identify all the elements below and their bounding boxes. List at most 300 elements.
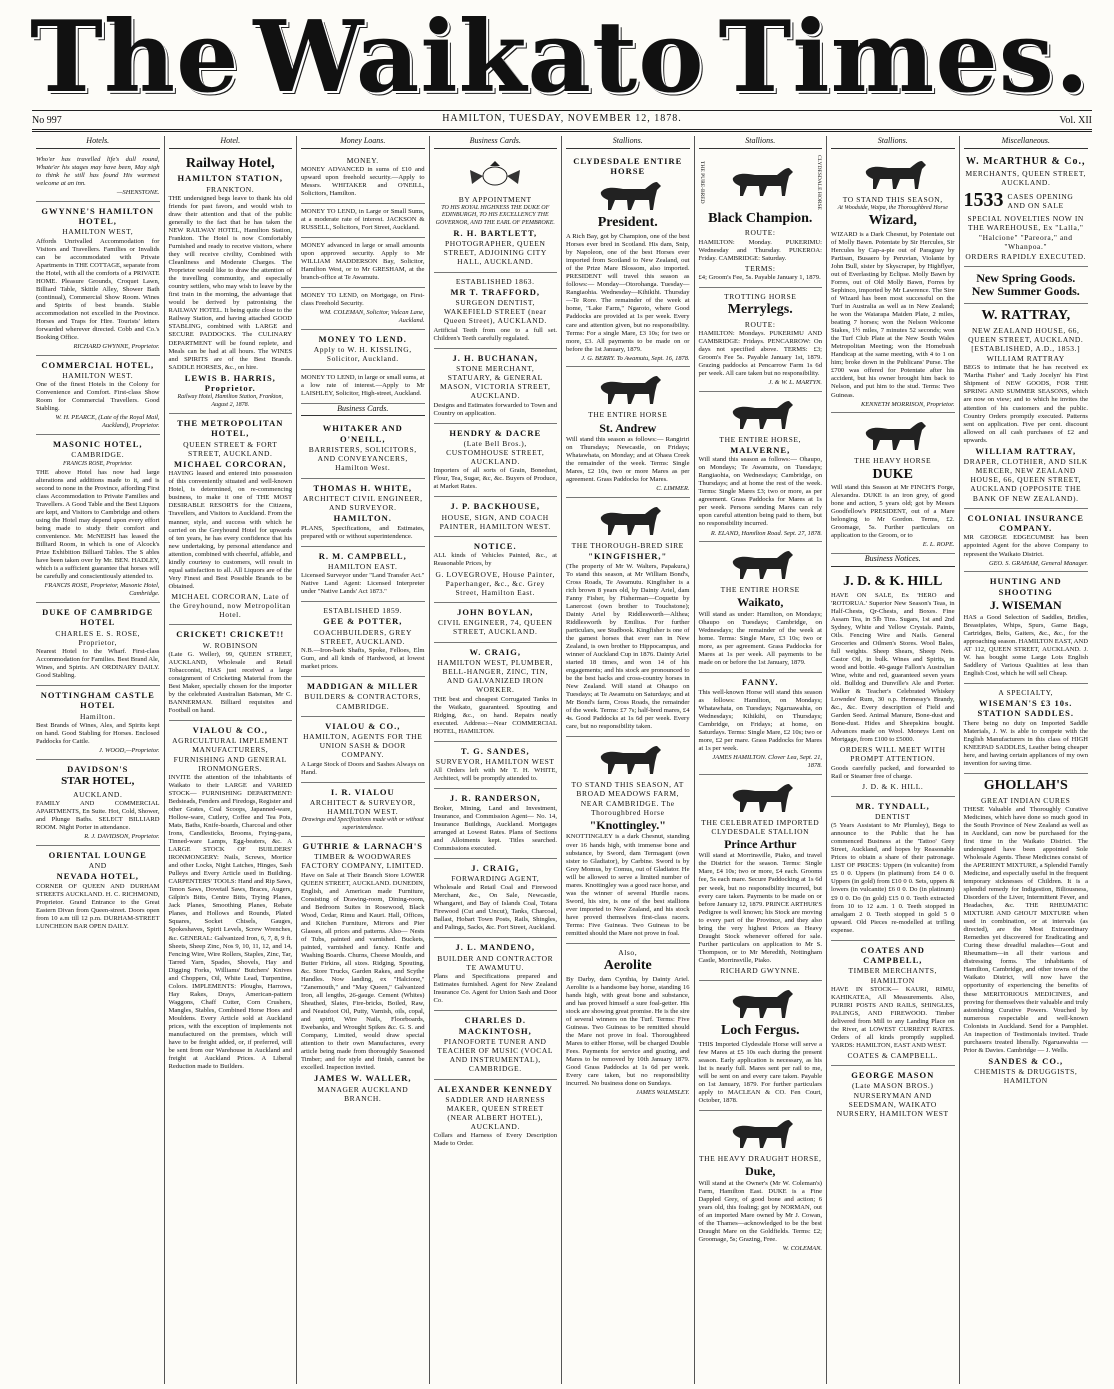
ad-signature: LEWIS B. HARRIS, Proprietor. (184, 372, 276, 393)
ad-subtitle: W. ROBINSON (202, 640, 258, 650)
ad-body: Will stand at Morrinsville, Piako, and travel the District for the season. Terms: Single Mare, £4 10s; two or more, £4 each. Grooms fee, 5s each mare. Secure Paddocking at 1s 6d per week, but no responsibility incurred, but every care taken. Payments to be made on or before January 12, 1879. PRINCE ARTHUR'S Pedigree is well known; his Stock are moving to every part of the Province, and they also bring the very highest Prices as Heavy Draught Stock whenever offered for sale. Further particulars on application to Mr S. Thompson, or to Mr Meredith, Nottingham Castle, Morrinsville, Piako. (698, 852, 822, 964)
ad-headline: Loch Fergus. (720, 1022, 800, 1038)
column-heading: Hotel. (169, 136, 293, 149)
ad-body: HAVE IN STOCK— KAURI, RIMU, KAHIKATEA, All Measurements. Also, PURIRI POSTS AND RAILS, SHINGLES, PALINGS, AND FIREWOOD. Timber delivered from Mill to any Landing Place on the River, at LOWEST CURRENT RATES. Orders of all kinds promptly supplied. YARDS: HAMILTON, EAST AND WEST. (831, 985, 955, 1049)
ad-proprietor: FRANCIS ROSE, Proprietor. (63, 460, 133, 467)
ad-title: ORIENTAL LOUNGE (48, 849, 147, 860)
column-heading: Stallions. (699, 136, 823, 149)
ad-body: Plans and Specifications prepared and Estimates furnished. Agent for New Zealand Insurance Co. Agent for Union Sash and Door Co. (433, 973, 557, 1005)
ad-subtitle: HAMILTON WEST, PLUMBER, BELL-HANGER, ZINC, TIN, AND GALVANIZED IRON WORKER. (437, 657, 554, 695)
ad-mcarthur (964, 152, 1089, 267)
ad-subtitle: SURVEYOR, HAMILTON WEST (435, 757, 555, 767)
ad-headline: Wizard, (868, 213, 917, 229)
ad-money-4 (301, 288, 425, 330)
ad-title: WHITAKER AND O'NEILL, (322, 423, 403, 444)
ad-title-2: NEVADA HOTEL, (56, 871, 139, 882)
ad-subtitle: PHOTOGRAPHER, QUEEN STREET, ADJOINING CITY HALL, AUCKLAND. (443, 239, 547, 267)
ad-rattray (964, 304, 1089, 509)
ad-colonial-insurance (964, 509, 1089, 573)
ad-title: W. CRAIG, (469, 646, 521, 657)
ad-title: THE ENTIRE HORSE, (719, 434, 802, 444)
ad-knottingley (566, 737, 690, 944)
issue-number: No 997 (32, 115, 62, 126)
horse-icon (715, 986, 805, 1022)
ad-signature: RICHARD GWYNNE. (720, 965, 801, 975)
ad-w-craig (434, 643, 558, 742)
ad-title: TO STAND THIS SEASON, (842, 194, 943, 204)
ad-signature: J. WOOD,—Proprietor. (99, 746, 160, 754)
ad-headline: "KINGFISHER," (588, 551, 668, 562)
ad-star-hotel (36, 760, 160, 846)
ad-title: R. H. BARTLETT, (453, 227, 538, 238)
ad-route-title: ROUTE: (744, 319, 776, 329)
ad-subtitle: Hamilton. (79, 711, 116, 721)
ad-money-2 (301, 204, 425, 238)
ad-body: This well-known Horse will stand this season as follows: Hamilton, on Mondays; Whatawhata, on Tuesdays; Ngaruawahia, on Wednesdays; Kihikihi, on Thursdays; Cambridge, on Fridays; at home, on Saturdays. Terms: Single Mare, £2 10s; two or more, £2 per mare. Grass Paddocks for Mares at 1s per week. (698, 688, 822, 752)
horse-icon (583, 742, 673, 778)
ad-money-5 (301, 330, 425, 370)
ad-title: TO STAND THIS SEASON, AT BROAD MEADOWS FARM, NEAR CAMBRIDGE. The Thoroughbred Horse (571, 780, 684, 817)
ad-title-2: MICHAEL CORCORAN, (174, 458, 287, 469)
ad-number: 1533 (963, 189, 1004, 212)
ad-body: KNOTTINGLEY is a dark Chesnut, standing over 16 hands high, with immense bone and substance, by Sword, dam Termagant (own sister to Gladiator), by Carbine. Sword is by Grey Momus, by Comus, out of Gladiator. He will be allowed to serve a limited number of mares. Knottingley was a good race horse, and was the winner of several Hurdle races. Sword, his sire, is one of the best stallions ever imported to New Zealand, and his stock have proved themselves first-class racers. Terms: Five Guineas. Two Guineas to be remitted should the Mare not prove in foal. (566, 833, 690, 937)
ad-black-champion (699, 152, 823, 288)
ad-subtitle: NEW ZEALAND HOUSE, 66, QUEEN STREET, AUCKLAND. [ESTABLISHED, A.D., 1853.] (968, 325, 1084, 354)
horse-icon (583, 372, 673, 408)
ad-body: (Late G. Weller), 99, QUEEN STREET, AUCKLAND, Wholesale and Retail Tobacconist, HAS just received a large consignment of Cricketing Material from the Best Maker, specially chosen for the importer by the celebrated Australian Batsman, Mr C. BANNERMAN. Billiard requisites and Football on hand. (168, 650, 292, 714)
ad-title: MR. TYNDALL, (855, 800, 930, 811)
ad-subtitle: HAMILTON EAST. (327, 562, 398, 571)
ad-subtitle: SURGEON DENTIST, WAKEFIELD STREET (near Queen Street), AUCKLAND. (443, 298, 547, 326)
ad-thomas-white (301, 479, 425, 547)
ad-malverne (699, 392, 823, 543)
ad-boylan (434, 603, 558, 643)
ad-cases-row (964, 188, 1089, 213)
ad-body: MONEY TO LEND, on Mortgage, on First-class Freehold Security. (301, 292, 425, 308)
ad-headline: Railway Hotel, (185, 155, 275, 171)
ad-subtitle: HOUSE, SIGN, AND COACH PAINTER, HAMILTON WEST. (439, 512, 551, 531)
ad-gwynnes-hotel (36, 202, 160, 356)
horse-icon (583, 503, 673, 539)
ad-title: J. CRAIG, (471, 862, 520, 873)
ad-masonic-hotel (36, 435, 160, 603)
ad-body: Have on Sale at Their Branch Store LOWER QUEEN STREET, AUCKLAND. DUNEDIN, English, and American made Furniture, Consisting of Drawing-room, Dining-room, and Bedroom Suites in Rosewood, Black Wood, Cedar, Rimu and Kauri. Hall, Offices, and Kitchen Furniture, Mirrors and Pier Glasses, all prices and patterns. Also— Nests of Tubs, painted and varnished. Buckets, painted, varnished and fancy. Knife and Washing Boards. Churns, Cheese Moulds, and Butter Firkins, all sizes. Ridging, Spouting, &c. Store Trucks, Garden Rakes, and Scythe Handles. Now landing, ex "Halcione," "Zanemouth," and "May Queen," Galvanized Iron, all lengths, 26-gauge. Cement (Whites) Sheathed, Slates, Fire-bricks, Boiled, Raw, and Neatsfoot Oil, Putty, Varnish, oils, copal, and spirit, Wire Nails, Floorboards, Ewebanks, and Wrought Spikes &c. G. S. and Company, Limited, would draw special attention to their own Manufactures, every article being made from thoroughly Seasoned Timber; and for style and finish, cannot be excelled. Inspection invited. (301, 871, 425, 1072)
ad-duke-draught (699, 1111, 823, 1257)
ad-body: Collars and Harness of Every Description Made to Order. (433, 1132, 557, 1148)
ad-title: NOTICE. (473, 541, 517, 552)
ad-title: W. RATTRAY, (981, 308, 1071, 324)
ad-title: THE METROPOLITAN HOTEL, (177, 417, 284, 439)
ad-subtitle: SADDLER AND HARNESS MAKER, QUEEN STREET (NEAR ALBERT HOTEL), AUCKLAND. (445, 1094, 546, 1132)
ad-subtitle: CAMBRIDGE. (71, 450, 125, 460)
masthead-word-3: Times. (718, 0, 1090, 115)
column-heading: Stallions. (831, 136, 955, 149)
ad-body: FAMILY AND COMMERCIAL APARTMENTS, En Suite. Hot, Cold, Shower, and Plunge Baths. SELECT BILLIARD ROOM. Night Porter in attendance. (36, 799, 160, 831)
ad-j-craig (434, 859, 558, 939)
ad-terms: £4; Groom's Fee, 5s. Payable January 1, 1879. (698, 273, 821, 281)
ad-body: THE above Hotel has now had large alterations and additions made to it, and is second to none in the Province, affording First class Accommodation to Private Families and Travellers. A Good Table and the Best Liquors are kept, and Visitors to Cambridge and others using the Hotel may depend upon every effort being made to study their comfort and convenience. Mr. McNEISH has leased the Billiard Room, in which is one of Alcock's Prize Exhibition Billiard Tables. The S ables have been taken over by Mr. BEN. HADLEY, which is a sufficient guarantee that horses will be carefully and conscientiously attended to. (36, 468, 160, 581)
ad-title: THE THOROUGH-BRED SIRE (571, 541, 684, 551)
ad-coates-campbell (831, 941, 955, 1066)
ad-headline: Merrylegs. (727, 301, 793, 317)
ad-mackintosh (434, 1011, 558, 1079)
ad-vialou (169, 721, 293, 1076)
ad-title: MR T. TRAFFORD, (450, 286, 541, 297)
ad-ghollah (964, 774, 1089, 1090)
ad-subtitle: BUILDER AND CONTRACTOR TE AWAMUTU. (437, 953, 554, 972)
ad-wiseman (964, 572, 1089, 684)
ad-subtitle: CIVIL ENGINEER, 74, QUEEN STREET, AUCKLAND. (438, 618, 553, 637)
ad-title: W. McARTHUR & Co., (966, 155, 1086, 167)
ad-title: MONEY. (346, 155, 379, 165)
ad-jd-k-hill (831, 570, 955, 797)
ad-body: THESE Valuable and Thoroughly Curative Medicines, which have done so much good in the South Province of New Zealand as well as in Auckland, can now be purchased for the first time in the Waikato District. The undersigned have been appointed Sole Wholesale Agents. These Medicines consist of the APERIENT MIXTURE, a Splendid Family Medicine, and especially useful in the frequent temporary sicknesses of Children. It is a splendid remedy for Indigestion, Biliousness, Disorders of the Liver, Intermittent Fever, and Headaches, &c. THE RHEUMATIC MIXTURE AND GHOUT MIXTURE when used in combination, or at intervals (as directed), are the Most Extraordinary Remedies yet discovered for Eradicating and Curing these dreadful maladies—Gout and Rheumatism—in all their various and distressing forms. The inhabitants of Hamilton, Cambridge, and other towns of the Waikato District, will now have the opportunity of experiencing the benefits of these MERITORIOUS MEDICINES, and proving for themselves their valuable and truly astonishing Curative Powers. Vouched by numerous respectable and well-known Colonists in Auckland. Send for a Pamphlet. An inspection of Testimonials invited. Trade purchasers treated liberally. Ngaruawahia — Prior & Davies. Cambridge — J. Wells. (963, 805, 1088, 1054)
ad-body: Apply to W. H. KISSLING, Solicitor, Auckland. (313, 345, 412, 364)
ad-established: ESTABLISHED 1863. (455, 276, 535, 286)
ad-body: Will stand at the Owner's (Mr W. Coleman's) Farm, Hamilton East. DUKE is a Fine Dappled Grey, of good bone and action; 6 years old, this foaling; got by NORMAN, out of an imported Mare owned by Mr J. Cowan, of the Thames—acknowledged to be the best Draught Mare on the Goldfields. Terms: £2; Groomage, 5s; Grazing, Free. (698, 1179, 822, 1243)
ad-title: COATES AND CAMPBELL, (860, 944, 925, 966)
ad-body: HAMILTON: Mondays. PUKERIMU AND CAMBRIDGE: Fridays. PENCARROW: On days not specified above. TERMS: £3; Groom's Fee 5s. Payable January 1st, 1879. Grazing paddocks at Pencarrow Farm 1s 6d per week. All care taken but no responsibility. (698, 329, 822, 377)
ad-title: COLONIAL INSURANCE COMPANY. (967, 512, 1084, 534)
ad-body: INVITE the attention of the inhabitants of Waikato to their LARGE and VARIED STOCK— FURNISHING DEPARTMENT: Bedsteads, Fenders and Firedogs, Register and other Grates, Coal Scoops, Japanned-ware, Hollow-ware, Cutlery, Coffee and Tea Pots, Mats, Baths, Knife-boards, Charcoal and other Irons, Candlesticks, Brooms, Frying-pans, Tinned-ware Lamps, Egg-beaters, &c. A LARGE STOCK OF BUILDERS' IRONMONGERY: Nails, Screws, Mortice and other Locks, Night Latches, Hinges, Sash Pulleys and Every Article used in Building. CARPENTERS' TOOLS: Hand and Rip Saws, Tenon Saws, Dovetail Saws, Braces, Augers, Gilpin's Bitts, Centre Bitts, Trying Planes, Jack Planes, Smoothing Planes, Rebate Planes, and Hollows and Rounds, Plated Squares, Socket Chisels, Gauges, Spokeshaves, Spirit Levels, Screw Wrenches, &c. GENERAL: Galvanized Iron, 6, 7, 8, 9 ft. Sheets, Sheep Zinc, Nos 9, 10, 11, 12, and 14, Fencing Wire, Wire Rollers, Staples, Zinc, Tar, Tarred Yarn, Spades, Shovels, Hay and Digging Forks, Williams' Butchers' Knives and Choppers, Oil, White Lead, Turpentine, Colors. IMPLEMENTS: Ploughs, Harrows, Hay Rakes, Drays, American-pattern Waggons, Chaff Cutter, Corn Crushers, Mangles, Stables, Combined Horse Hoes and Mouldens. Every Article sold at Auckland prices, with the exception of implements not manufactured on the premises, which will have to be freight added, or, if preferred, will be sent from our Warehouse in Auckland and freight at Auckland Prices. A Liberal Reduction made to Builders. (168, 773, 292, 1071)
ad-body: WIZARD is a Dark Chesnut, by Potentate out of Molly Bawn. Potentate by Sir Hercules, Sir Hercules by Cap-a-pie out of Paraguay by Partisan, Busaero by Peruvian, Violante by John Bull, sister by Skyscraper, by Highflyer, out of Everlasting by Eclipse. Molly Bawn by Forres, out of Old Molly Bawn, Forres by Sephinco, imported by Mr Lawrence. The Sire of Wizard has been most successful on the Turf in Australia as well as in New Zealand; he won the Waiarapa Maiden Plate, 2 miles, beating 7 horses; won the Nelson Welcome Stakes, 1½ miles, 7 minutes 52 seconds; won the Turf Club Plate at the New South Wales Metropolitan Meeting; won the Homebush Handicap at the same meeting, with 4 to 1 on him; broke down in the Publicans' Purse. The £700 was offered for Potentate after his accident, but his owner brought him back to Nelson, and put him to the stud. Terms: Two Guineas. (831, 230, 955, 399)
ad-title: J. L. MANDENO, (455, 942, 535, 953)
ad-george-mason (831, 1066, 955, 1123)
ad-title: ALEXANDER KENNEDY (437, 1083, 553, 1094)
ad-title: GWYNNE'S HAMILTON HOTEL, (41, 205, 155, 227)
ad-title: GUTHRIE & LARNACH'S (302, 840, 424, 851)
ad-nottingham-castle-hotel (36, 686, 160, 760)
ad-title-2: WILLIAM RATTRAY, (975, 445, 1077, 456)
horse-icon (848, 157, 938, 193)
ad-body: CORNER OF QUEEN AND DURHAM STREETS AUCKLAND. H. C. RICHMOND, Proprietor. Grand Entrance to the Great Eastern Divan from Queen-street. Doors open from 10 a.m till 12 p.m. DURHAM-STREET LUNCHEON BAR OPEN DAILY. (36, 882, 160, 930)
ad-title: TROTTING HORSE (724, 291, 797, 301)
ad-title: THE HEAVY HORSE (854, 456, 932, 466)
ad-footer: ORDERS RAPIDLY EXECUTED. (965, 251, 1087, 261)
ad-subtitle: ARCHITECT CIVIL ENGINEER, AND SURVEYOR. (302, 493, 423, 513)
horse-icon (715, 1116, 805, 1152)
ad-subtitle: STONE MERCHANT, STATUARY, & GENERAL MASON, VICTORIA STREET, AUCKLAND. (440, 363, 551, 401)
volume-number: Vol. XII (1059, 115, 1092, 126)
ad-title: T. G. SANDES, (460, 745, 530, 756)
ad-randerson (434, 789, 558, 859)
ad-body: Affords Unrivalled Accommodation for Visitors and Travellers. Families or Invalids can be accommodated with Private Apartments in THE COTTAGE, separate from the Hotel, with all the comforts of a PRIVATE HOME. Pleasure Grounds, Croquet Lawn, Billiard Table, Skittle Alley, Shower Bath (continual), Commercial Show Room. Wines and Spirits of best brands. Stable accommodation not excelled in the Province. Horses and Traps for Hire. Tourists' letters forwarded wherever directed. Cobb and Co.'s Booking Office. (36, 237, 160, 341)
ad-body: MONEY TO LEND, in large or small sums, at a low rate of interest.—Apply to Mr LAISHLEY, Solicitor, High-street, Auckland. (301, 373, 425, 397)
ad-backhouse (434, 497, 558, 537)
ad-signature: JAMES HAMILTON. Clover Lea, Sept. 21, 1878. (712, 753, 822, 769)
ad-cricket (169, 625, 293, 721)
ad-headline: Black Champion. (708, 210, 813, 226)
ad-title: JOHN BOYLAN, (457, 606, 534, 617)
poem-text: Who'er has travelled life's dull round, Whate'er his stages may have been, May sigh to think he still has found His warmest welcome at an inn. (36, 155, 160, 187)
ad-body: All Orders left with Mr T. H. WHITE, Architect, will be promptly attended to. (433, 767, 557, 783)
ad-signature-2: MANAGER AUCKLAND BRANCH. (317, 1084, 409, 1103)
ad-subtitle: FRANKTON. (206, 184, 255, 194)
dateline (32, 113, 1092, 127)
ad-fanny (699, 673, 823, 774)
ad-title: I. R. VIALOU (330, 786, 395, 797)
ad-body: Licensed Surveyor under "Land Transfer Act." Native Land Agent: Licensed Interpreter under "Native Lands' Act 1873." (301, 572, 425, 596)
ad-signature: GEO. S. GRAHAM, General Manager. (988, 559, 1088, 567)
ad-duke-heavy (831, 413, 955, 554)
ad-body: Drawings and Specifications made with or without superintendence. (301, 817, 424, 831)
column-heading: Money Loans. (301, 136, 425, 149)
ad-headline: STAR HOTEL, (61, 775, 135, 788)
horse-icon (715, 397, 805, 433)
ad-title: THE ENTIRE HORSE (720, 585, 800, 595)
ad-commercial-hotel (36, 356, 160, 435)
ad-new-goods (964, 267, 1089, 304)
ad-illustration-row (699, 155, 823, 210)
ad-body: Importers of all sorts of Grain, Bonedust, Flour, Tea, Sugar, &c, &c. Buyers of Produce, at Market Rates. (433, 467, 557, 491)
ad-subtitle: HAMILTON, AGENTS FOR THE UNION SASH & DOOR COMPANY. (303, 732, 423, 760)
ad-title: FANNY. (742, 677, 779, 688)
ad-subtitle: FORWARDING AGENT, (451, 874, 540, 884)
ad-title: J. H. BUCHANAN, (452, 352, 539, 363)
ad-headline: GHOLLAH'S (983, 777, 1068, 793)
ad-title: A SPECIALTY, (998, 687, 1054, 697)
ad-signature: SANDES & CO., (988, 1055, 1064, 1066)
ad-sandes (434, 742, 558, 790)
ad-signature: WM. COLEMAN, Solicitor, Vulcan Lane, Auckland. (319, 309, 425, 325)
ad-signature: R. J. DAVIDSON, Proprietor. (84, 832, 160, 840)
ad-body: HAMILTON: Monday. PUKERIMU: Wednesday and Thursday. PUKEROA: Friday. CAMBRIDGE: Saturday. (698, 238, 822, 262)
ad-body: HAS a Good Selection of Saddles, Bridles, Breastplates, Whips, Spurs, Game Bags, Cartridges, Belts, Gaiters, &c., &c., for the approaching season. HAMILTON EAST, AND AT 112, QUEEN STREET, AUCKLAND. J. W. has bought some Large Lots English Saddlery of Various Qualities at less than English Cost, which he will sell Cheap. (963, 613, 1088, 677)
ad-merrylegs (699, 288, 823, 392)
ad-body: ALL kinds of Vehicles Painted, &c., at Reasonable Prices, by (433, 552, 557, 568)
ad-body: MONEY ADVANCED in sums of £10 and upward upon freehold security.—Apply to Messrs. WHITAKER and O'NEILL, Solicitors, Hamilton. (301, 165, 425, 197)
ad-wiseman-saddles (964, 684, 1089, 774)
ad-body: (The property of Mr W. Walters, Papakura,) To stand this season, at Mr William Bond's, Cross Roads, Te Awamutu. Kingfisher is a rich brown 8 years old, by Dainty Ariel, dam Fanny Fisher, by Fisherman—Coquette by Lanercost (own brother to Touchstone); Dainty Ariel by Riddlesworth—Althea; Riddlesworth by Emilius. For further particulars, see Studbook. Kingfisher is one of the gamest horses that ever ran in New Zealand, is own brother to Hippocampus, and winner of Auckland Cup in 1876. Dainty Ariel started 18 times, and won 14 of his engagements; and his stock are pronounced to be the best hacks and cross-country horses in New Zealand. Will stand at Ohaupo on Tuesdays; at Te Awamutu on Saturdays; and at Mr Bond's farm, Cross Roads, the remainder of the week. Terms: £7 7s; half-bred mares, £4 4s. Good Paddocks at 1s 6d per week. Every care, but no responsibility taken. (566, 562, 690, 731)
ad-body: THIS Imported Clydesdale Horse will serve a few Mares at £5 10s each during the present season. Early application is necessary, as his list is nearly full. Mares sent per rail to me, will be sent on and every care taken. Payable on 1st January, 1879. For further particulars apply to MACLEAN & CO. Fen Court, October, 1878. (698, 1040, 822, 1104)
ad-trafford (434, 273, 558, 349)
ad-subtitle: GREAT INDIAN CURES (981, 795, 1071, 805)
horse-icon (715, 780, 805, 816)
ad-title: COMMERCIAL HOTEL, (41, 359, 155, 370)
ad-signature: E. L. ROPE. (922, 541, 955, 549)
ad-subtitle: HAMILTON WEST, (62, 227, 134, 237)
column-stallions-3 (827, 136, 960, 1384)
ad-railway-hotel (169, 152, 293, 414)
ad-vialou-agents (301, 717, 425, 783)
ad-title: ROUTE: (744, 228, 776, 238)
ad-subtitle: ARCHITECT & SURVEYOR, HAMILTON WEST. (309, 797, 416, 817)
ad-title: DUKE OF CAMBRIDGE HOTEL (42, 606, 154, 628)
ad-loch-fergus (699, 981, 823, 1111)
dateline-rule (32, 129, 1092, 130)
ad-title: CRICKET! CRICKET!! (176, 629, 285, 640)
ad-body: N.B.—Iron-bark Shafts, Spoke, Felloes, Elm Gum, and all kinds of Hardwood, at lowest market prices. (301, 647, 425, 671)
ad-headline: MALVERNE, (730, 444, 791, 455)
ad-place: HAMILTON. (333, 513, 392, 524)
ad-headline: Duke, (745, 1164, 776, 1179)
ad-signature: W. H. PEARCE, (Late of the Royal Mail, Auckland), Proprietor. (55, 414, 160, 430)
ad-title: GEE & POTTER, (323, 616, 403, 627)
ad-subtitle-2: DRAPER, CLOTHIER, AND SILK MERCER, NEW ZEALAND HOUSE, 66, QUEEN STREET, AUCKLAND (OPPOSITE THE BANK OF NEW ZEALAND). (963, 457, 1088, 503)
ad-guthrie-larnach (301, 837, 425, 1108)
column-heading: Business Cards. (434, 136, 558, 149)
ad-kennedy (434, 1080, 558, 1154)
column-heading: Stallions. (566, 136, 690, 149)
ad-money-1 (301, 152, 425, 204)
ad-subtitle: TIMBER MERCHANTS, HAMILTON (848, 966, 938, 985)
ad-title: VIALOU & CO., (325, 720, 401, 731)
ad-signature: KENNETH MORRISON, Proprietor. (861, 400, 955, 408)
ad-bartlett (434, 152, 558, 273)
horse-icon (715, 547, 805, 583)
column-business-cards (430, 136, 563, 1384)
ad-subtitle: CHARLES E. S. ROSE, Proprietor, (55, 628, 141, 647)
ad-terms-title: TERMS: (744, 263, 776, 273)
ad-headline: DUKE (872, 466, 913, 482)
issue-date: HAMILTON, TUESDAY, NOVEMBER 12, 1878. (442, 113, 682, 124)
ad-body: Will stand this Season at Mr FINCH'S Forge, Alexandra. DUKE is an iron grey, of good bone and action, 5 years old; got by Messrs Goodfellow's PRESIDENT, out of a Mare belonging to Mr Gordon. Terms, £2. Groomage, 5s. Further particulars on application to the Groom, or to (831, 484, 955, 540)
ad-signature: JAMES WALMSLEY. (635, 1089, 690, 1097)
ad-headline: President. (597, 215, 658, 231)
ad-signature: R. ELAND, Hamilton Road. Sept. 27, 1878. (710, 529, 822, 537)
ad-body: MR GEORGE EDGECUMBE has been appointed Agent for the above Company to represent the Waikato District. (963, 534, 1088, 558)
columns (32, 136, 1092, 1384)
ad-metropolitan-hotel (169, 414, 293, 625)
ad-body: One of the finest Hotels in the Colony for Convenience and Comfort. First-class Show Room for Commercial Travellers. Good Stabling. (36, 381, 160, 413)
ad-gee-potter (301, 602, 425, 677)
ad-title: MONEY TO LEND. (318, 333, 407, 344)
ad-title: CHARLES D. MACKINTOSH, (458, 1015, 532, 1036)
ad-maddigan-miller (301, 677, 425, 717)
ad-signature: WILLIAM RATTRAY (986, 354, 1065, 364)
ad-title: THE CELEBRATED IMPORTED CLYDESDALE STALLION (701, 817, 820, 836)
ad-subtitle: MERCHANTS, QUEEN STREET, AUCKLAND. (965, 168, 1086, 188)
ad-headline: Aerolite (603, 958, 652, 974)
ad-body: HAVE ON SALE, Ex 'HERO and 'ROTORUA.' Superior New Season's Teas, in Half-Chests, Qr-Chests, and Boxes. Fine Assam Tea, in 5lb Tins. Sugars, 1st and 2nd Sydney, White and Yellow Crystals. Paints, Oils. Fencing Wire and Nails. General Groceries and Oilmen's Stores. Wool Bales, full weights. Sheep Shears, Sheep Nets. Castor Oil, in bulk. Wines and Spirits, in wood and bottle. 40-gauge Fallon's Australian Wine, white and red, guaranteed seven years old. Bulldog and Dunville's Ale and Porter. Walker & Teacher's Celebrated Whiskey Lowndes' Rum, 30 o.p. Hennessy's Brandy, &c., &c. Every description of Field and Garden Seed. Animal Manure, Bone-dust and Bone-dust. Hides and Sheepskins bought. Advances made on Wool. Moneys Lent on Mortgage, from £100 to £5000. (831, 591, 955, 744)
ad-body: SPECIAL NOVELTIES NOW IN THE WAREHOUSE, Ex "Lalla," "Halcione" "Pareora," and "Whanpoa." (967, 214, 1084, 251)
ad-body: BEGS to intimate that he has received ex 'Martha Fisher' and 'Lady Jocelyn' his First Shipment of NEW GOODS, FOR THE SPRING AND SUMMER SEASONS, which are now on view; and to which he invites the attention of his customers and the public. Country Orders promptly executed. Patterns sent on application. Five per cent. discount allowed on all cash purchases of £2 and upwards. (963, 364, 1088, 444)
ad-signature: W. COLEMAN. (782, 1244, 822, 1252)
ad-money-6 (301, 370, 425, 404)
ad-body: Will stand this season as follows:— Ohaupo, on Mondays; Te Awamutu, on Tuesdays; Rangiaohia, on Wednesdays; Cambridge, on Thursdays; and at home the rest of the week. Terms: Single Mares £3; two or more, as per agreement. Grass Paddocks for Mares at 1s per week. Persons sending Mares can rely upon careful attention being paid to them, but no responsibility incurred. (698, 456, 822, 528)
ad-ir-vialou (301, 783, 425, 837)
ad-title: VIALOU & CO., (192, 724, 268, 735)
poem (36, 152, 160, 202)
ad-signature: JAMES W. WALLER, (313, 1073, 412, 1084)
ad-whitaker-oneill (301, 419, 425, 478)
ad-lovegrove (434, 537, 558, 603)
ad-subtitle: AGRICULTURAL IMPLEMENT MANUFACTURERS, FURNISHING AND GENERAL IRONMONGERS. (172, 736, 289, 773)
ad-body: HAVING leased and entered into possession of this conveniently situated and well-known Hotel, is determined, on re-commencing business, to make it one of THE MOST DESIRABLE RESORTS for the Citizens, Travellers, and Visitors to Auckland. From the manner, style, and success with which he carried on the Greyhound Hotel for upwards of ten years, he has every confidence that his new undertaking, by personal attendance and attention, combined with cheerful, affable, and kindly courtesy to customers, will result in equal satisfaction to all. All Liquors are of the Very Finest and Best Possible Brands to be Obtained. (168, 470, 292, 590)
ad-body: Artificial Teeth from one to a full set. Children's Teeth carefully regulated. (433, 326, 557, 342)
ad-body: Nearest Hotel to the Wharf. First-class Accommodation for Families. Best Brand Ale, Wines, and Spirits. AN ORDINARY DAILY. Good Stabling. (36, 647, 160, 679)
column-heading: Hotels. (36, 136, 160, 149)
ad-oriental-lounge (36, 846, 160, 936)
ad-signature: C. LIMMER. (656, 485, 690, 493)
ad-subtitle: BARRISTERS, SOLICITORS, AND CONVEYANCERS, Hamilton West. (308, 445, 417, 473)
masthead-word-1: The (30, 0, 240, 115)
ad-subtitle: COACHBUILDERS, GREY STREET, AUCKLAND. (313, 627, 412, 646)
poem-signature: —SHENSTONE. (116, 188, 160, 196)
ad-headline: J. WISEMAN (989, 598, 1062, 613)
ad-buchanan (434, 349, 558, 424)
ad-subtitle: TIMBER & WOODWARES FACTORY COMPANY, LIMITED. (301, 852, 425, 871)
column-heading: Miscellaneous. (964, 136, 1089, 149)
column-stallions-1 (562, 136, 695, 1384)
ad-mandeno (434, 938, 558, 1011)
ad-subtitle: (Late MASON BROS.) NURSERYMAN AND SEEDSMAN, WAIKATO NURSERY, HAMILTON WEST (836, 1081, 949, 1118)
ad-signature: COATES & CAMPBELL. (847, 1050, 939, 1060)
ad-date: Railway Hotel, Hamilton Station, Frankton, August 2, 1878. (177, 394, 283, 408)
ad-body: Designs and Estimates forwarded to Town and Country on application. (433, 401, 557, 417)
ad-body: There being no duty on Imported Saddle Materials, J. W. is able to compete with the English Manufacturers in this class of HIGH KNEEPAD SADDLES, Leather being cheaper here, and having certain appliances of my own invention for saving time. (963, 719, 1088, 767)
ad-signature: J. & W. L. MARTYN. (768, 378, 822, 386)
ad-title: GEORGE MASON (851, 1070, 935, 1081)
ad-body: Best Brands of Wines, Ales, and Spirits kept on hand. Good Stabling for Horses. Enclosed Paddocks for Cattle. (36, 721, 160, 745)
ad-body-2: Goods carefully packed, and forwarded to Rail or Steamer free of charge. (831, 764, 955, 780)
ad-body: By Darby, dam Cynthia, by Dainty Ariel. Aerolite is a handsome bay horse, standing 16 hands high, with great bone and substance, and has proved himself a sure foal-getter. His stock are showing great promise. He is the sire of several winners on the Turf. Terms: Five Guineas. Two Guineas to be remitted should the Mare not prove in foal. Thoroughbred Mares to either Horse, will be charged Double Fees. Payments for service and grazing, and Mares to be removed by 10th January 1879. Good Grass Paddocks at 1s 6d per week. Every care taken, but no responsibility incurred. No business done on Sundays. (566, 975, 690, 1088)
ad-title: MASONIC HOTEL, (52, 439, 143, 450)
ad-signature: MICHAEL CORCORAN, Late of the Greyhound, now Metropolitan Hotel. (169, 591, 291, 620)
ad-subtitle: DENTIST (875, 812, 911, 822)
horse-icon (848, 418, 938, 454)
ad-subtitle: AUCKLAND. (73, 789, 123, 799)
ad-st-andrew (566, 367, 690, 498)
ad-established: ESTABLISHED 1859. (323, 606, 403, 616)
ad-subtitle: AND (88, 861, 107, 871)
ad-headline: St. Andrew (599, 420, 657, 435)
ad-subtitle: WISEMAN'S £3 10s. STATION SADDLES. (977, 698, 1074, 719)
ad-title: THE HEAVY DRAUGHT HORSE, (698, 1153, 822, 1163)
column-hotel (165, 136, 298, 1384)
masthead-word-2: Waikato (253, 0, 705, 115)
ad-prince-arthur (699, 775, 823, 981)
ad-wizard (831, 152, 955, 414)
ad-appointment: BY APPOINTMENT (458, 194, 532, 204)
ad-signature: J. G. BERRY. To Awamutu, Sept. 16, 1878. (581, 354, 690, 362)
column-stallions-2 (695, 136, 828, 1384)
ad-title: HUNTING AND SHOOTING (989, 576, 1062, 597)
ad-title: ORDERS WILL MEET WITH PROMPT ATTENTION. (839, 745, 946, 764)
ad-subtitle: PIANOFORTE TUNER AND TEACHER OF MUSIC (VOCAL AND INSTRUMENTAL), CAMBRIDGE. (437, 1036, 554, 1074)
column-money-loans (297, 136, 430, 1384)
column-hotels (32, 136, 165, 1384)
ad-title: Also, (618, 947, 638, 957)
masthead (30, 0, 1090, 115)
horse-icon (583, 178, 673, 214)
ad-subtitle: HAMILTON WEST. (62, 371, 134, 381)
ad-body: A Rich Bay, got by Champion, one of the best Horses ever bred in Scotland. His dam, Snip, by Napoleon, one of the best Horses ever imported from Scotland to New Zealand, out of the Prize Mare Blossom, also imported. PRESIDENT will travel this season as follows:— Monday—Otorohanga. Tuesday—Rangiaohia. Wednesday—Kihikihi. Thursday—Te Rore. The remainder of the week at home, "Lake Farm," Ngaroto, where Good Paddocks are provided at 1s per week. Every care and attention given, but no responsibility. Terms: For a single Mare, £3 10s; for two or more, £3. All payments to be made on or before the 1st January, 1879. (566, 233, 690, 353)
ad-signature-2: CHEMISTS & DRUGGISTS, HAMILTON (974, 1067, 1078, 1086)
ad-body: Will stand as under: Hamilton, on Mondays; Ohaupo on Tuesdays; Cambridge, on Wednesdays; the remainder of the week at home. Terms: Single Mare, £3 10s; two or more, as per agreement. Grass Paddocks for Mares at 1s per week. All payments to be made on or before the 1st January, 1879. (698, 611, 822, 667)
ad-campbell (301, 547, 425, 603)
ad-subtitle: QUEEN STREET & FORT STREET, AUCKLAND. (183, 439, 278, 458)
ad-body: Will stand this season as follows:— Rangiriri on Thursdays; Newcastle, on Fridays; Whatawhata, on Monday; and at Ohaea Creek the remainder of the week. Terms: Single Mares, £2 10s, two or more Mares as per agreement. Grass Paddocks for Mares. (566, 436, 690, 484)
ad-tyndall (831, 797, 955, 941)
ad-title: CLYDESDALE ENTIRE HORSE (573, 155, 683, 177)
ad-subtitle: BUILDERS & CONTRACTORS, CAMBRIDGE. (304, 692, 422, 711)
ad-body: THE undersigned begs leave to thank his old friends for past favors, and would wish to draw their attention and that of the public generally to the fact that he has taken the NEW RAILWAY HOTEL, Hamilton Station, Frankton. The Hotel is now Comfortably Furnished and ready to receive visitors, where they will receive civility, Combined with Cleanliness and Moderate Charges. The Proprietor would like to draw the attention of the travelling community, and especially country settlers, who may wish to leave by the first train in the morning, the advantage that would be derived by patronising the RAILWAY HOTEL. It being quite close to the Railway Station, and having attached GOOD STABLING, combined with LARGE and SECURE PADDOCKS. The CULINARY DEPARTMENT will be found replete, and Meals can be had at all hours. The WINES and SPIRITS are of the Best Brands. SADDLE HORSES, &c., on hire. (168, 194, 292, 371)
ad-headline: Waikato, (737, 595, 784, 610)
ad-signature: RICHARD GWYNNE, Proprietor. (73, 342, 160, 350)
ad-cases-label: CASES OPENING AND ON SALE (1007, 191, 1074, 210)
dateline-rule-2 (32, 131, 1092, 132)
column-miscellaneous (960, 136, 1093, 1384)
ad-headline: Prince Arthur (724, 836, 797, 851)
ad-body: MONEY advanced in large or small amounts upon approved security. Apply to Mr WILLIAM MADDERSON Bay, Solicitor, Hamilton West, or to Mr GRESHAM, at the branch-office at Te Awamutu. (301, 242, 425, 282)
ad-title: MADDIGAN & MILLER (307, 681, 419, 692)
ad-title: DAVIDSON'S (67, 763, 129, 774)
ad-title: HENDRY & DACRE (449, 427, 542, 438)
ad-body: Broker, Mining, Land and Investment, Insurance, and Commission Agent— No. 14, Insurance Buildings, Auckland. Mortgages arranged at Lowest Rates. Plans of Sections and Allotments kept. Titles searched. Commissions executed. (433, 804, 557, 852)
ad-side-label-2: CLYDESDALE HORSE (816, 154, 822, 210)
horse-icon (715, 164, 805, 200)
